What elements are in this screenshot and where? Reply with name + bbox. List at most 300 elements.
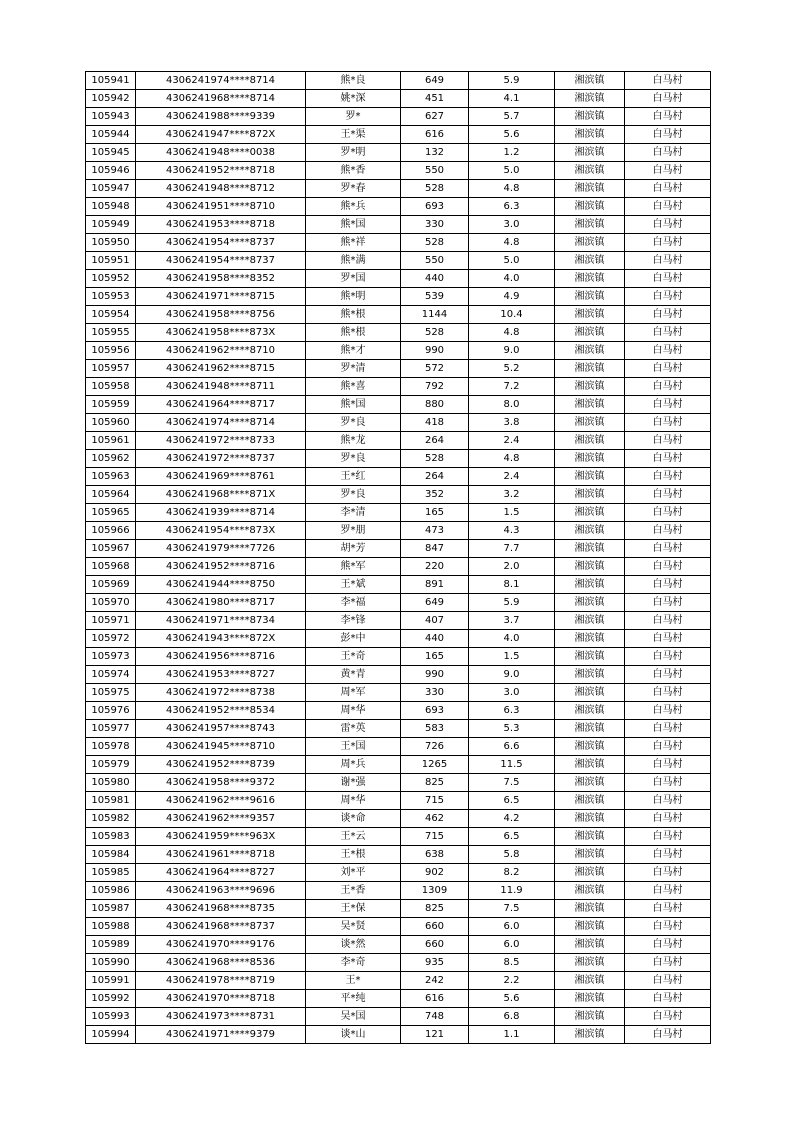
cell-id-number-masked: 4306241973****8731 — [136, 1008, 306, 1026]
table-row — [86, 738, 711, 756]
cell-amount: 660 — [401, 918, 469, 936]
cell-rate: 5.6 — [469, 126, 555, 144]
cell-id-number-masked: 4306241962****8710 — [136, 342, 306, 360]
cell-village: 白马村 — [625, 558, 711, 576]
cell-village: 白马村 — [625, 864, 711, 882]
cell-village: 白马村 — [625, 306, 711, 324]
cell-amount: 407 — [401, 612, 469, 630]
cell-id-number-masked: 4306241948****8711 — [136, 378, 306, 396]
cell-name: 黄*青 — [306, 666, 401, 684]
cell-village: 白马村 — [625, 612, 711, 630]
cell-sequence-number: 105957 — [86, 360, 136, 378]
cell-amount: 715 — [401, 828, 469, 846]
cell-id-number-masked: 4306241968****8737 — [136, 918, 306, 936]
cell-amount: 264 — [401, 432, 469, 450]
cell-sequence-number: 105954 — [86, 306, 136, 324]
cell-town: 湘滨镇 — [555, 126, 625, 144]
cell-village: 白马村 — [625, 162, 711, 180]
cell-town: 湘滨镇 — [555, 594, 625, 612]
cell-name: 吴*贤 — [306, 918, 401, 936]
table-row — [86, 162, 711, 180]
cell-town: 湘滨镇 — [555, 630, 625, 648]
cell-id-number-masked: 4306241968****8735 — [136, 900, 306, 918]
cell-town: 湘滨镇 — [555, 432, 625, 450]
cell-id-number-masked: 4306241962****9616 — [136, 792, 306, 810]
cell-town: 湘滨镇 — [555, 846, 625, 864]
cell-town: 湘滨镇 — [555, 522, 625, 540]
cell-name: 刘*平 — [306, 864, 401, 882]
cell-name: 王*香 — [306, 882, 401, 900]
cell-name: 谈*然 — [306, 936, 401, 954]
cell-sequence-number: 105984 — [86, 846, 136, 864]
cell-amount: 132 — [401, 144, 469, 162]
cell-sequence-number: 105985 — [86, 864, 136, 882]
cell-rate: 8.1 — [469, 576, 555, 594]
cell-id-number-masked: 4306241968****8536 — [136, 954, 306, 972]
cell-rate: 1.2 — [469, 144, 555, 162]
cell-sequence-number: 105944 — [86, 126, 136, 144]
cell-name: 王*红 — [306, 468, 401, 486]
cell-id-number-masked: 4306241963****9696 — [136, 882, 306, 900]
table-row — [86, 270, 711, 288]
cell-amount: 1309 — [401, 882, 469, 900]
cell-amount: 550 — [401, 252, 469, 270]
cell-town: 湘滨镇 — [555, 720, 625, 738]
cell-town: 湘滨镇 — [555, 72, 625, 90]
cell-id-number-masked: 4306241988****9339 — [136, 108, 306, 126]
table-row — [86, 810, 711, 828]
cell-id-number-masked: 4306241972****8738 — [136, 684, 306, 702]
cell-amount: 693 — [401, 198, 469, 216]
table-row — [86, 702, 711, 720]
cell-name: 王*保 — [306, 900, 401, 918]
records-table — [85, 71, 711, 1044]
cell-town: 湘滨镇 — [555, 504, 625, 522]
cell-amount: 165 — [401, 648, 469, 666]
cell-amount: 528 — [401, 450, 469, 468]
cell-rate: 4.9 — [469, 288, 555, 306]
cell-town: 湘滨镇 — [555, 108, 625, 126]
table-row — [86, 666, 711, 684]
cell-amount: 990 — [401, 666, 469, 684]
table-row — [86, 342, 711, 360]
cell-name: 熊*满 — [306, 252, 401, 270]
table-row — [86, 1008, 711, 1026]
cell-sequence-number: 105962 — [86, 450, 136, 468]
cell-rate: 6.5 — [469, 828, 555, 846]
cell-rate: 6.0 — [469, 936, 555, 954]
cell-sequence-number: 105945 — [86, 144, 136, 162]
table-row — [86, 234, 711, 252]
cell-id-number-masked: 4306241961****8718 — [136, 846, 306, 864]
table-row — [86, 864, 711, 882]
cell-rate: 5.6 — [469, 990, 555, 1008]
cell-sequence-number: 105952 — [86, 270, 136, 288]
cell-sequence-number: 105942 — [86, 90, 136, 108]
cell-town: 湘滨镇 — [555, 936, 625, 954]
cell-amount: 748 — [401, 1008, 469, 1026]
cell-village: 白马村 — [625, 324, 711, 342]
cell-rate: 4.8 — [469, 180, 555, 198]
cell-sequence-number: 105941 — [86, 72, 136, 90]
cell-id-number-masked: 4306241968****871X — [136, 486, 306, 504]
table-row — [86, 486, 711, 504]
cell-rate: 8.5 — [469, 954, 555, 972]
cell-village: 白马村 — [625, 504, 711, 522]
cell-id-number-masked: 4306241948****0038 — [136, 144, 306, 162]
cell-sequence-number: 105988 — [86, 918, 136, 936]
cell-id-number-masked: 4306241953****8718 — [136, 216, 306, 234]
table-row — [86, 540, 711, 558]
cell-sequence-number: 105943 — [86, 108, 136, 126]
cell-sequence-number: 105964 — [86, 486, 136, 504]
cell-sequence-number: 105979 — [86, 756, 136, 774]
cell-amount: 473 — [401, 522, 469, 540]
cell-id-number-masked: 4306241958****8756 — [136, 306, 306, 324]
table-row — [86, 180, 711, 198]
cell-id-number-masked: 4306241944****8750 — [136, 576, 306, 594]
cell-rate: 3.0 — [469, 684, 555, 702]
cell-town: 湘滨镇 — [555, 378, 625, 396]
cell-name: 周*军 — [306, 684, 401, 702]
cell-town: 湘滨镇 — [555, 558, 625, 576]
table-row — [86, 1026, 711, 1044]
cell-town: 湘滨镇 — [555, 414, 625, 432]
cell-amount: 165 — [401, 504, 469, 522]
cell-town: 湘滨镇 — [555, 810, 625, 828]
cell-name: 罗*良 — [306, 414, 401, 432]
table-row — [86, 414, 711, 432]
cell-rate: 2.0 — [469, 558, 555, 576]
cell-id-number-masked: 4306241958****9372 — [136, 774, 306, 792]
table-row — [86, 612, 711, 630]
cell-village: 白马村 — [625, 234, 711, 252]
cell-amount: 726 — [401, 738, 469, 756]
cell-rate: 4.8 — [469, 324, 555, 342]
table-row — [86, 576, 711, 594]
cell-name: 罗*良 — [306, 450, 401, 468]
table-row — [86, 846, 711, 864]
cell-id-number-masked: 4306241952****8718 — [136, 162, 306, 180]
cell-name: 熊*明 — [306, 288, 401, 306]
cell-village: 白马村 — [625, 666, 711, 684]
cell-sequence-number: 105971 — [86, 612, 136, 630]
cell-village: 白马村 — [625, 594, 711, 612]
cell-amount: 1265 — [401, 756, 469, 774]
cell-town: 湘滨镇 — [555, 882, 625, 900]
cell-town: 湘滨镇 — [555, 270, 625, 288]
cell-id-number-masked: 4306241980****8717 — [136, 594, 306, 612]
table-row — [86, 558, 711, 576]
cell-rate: 5.7 — [469, 108, 555, 126]
cell-village: 白马村 — [625, 882, 711, 900]
cell-village: 白马村 — [625, 414, 711, 432]
cell-sequence-number: 105977 — [86, 720, 136, 738]
cell-village: 白马村 — [625, 108, 711, 126]
cell-amount: 1144 — [401, 306, 469, 324]
cell-sequence-number: 105969 — [86, 576, 136, 594]
cell-id-number-masked: 4306241954****8737 — [136, 234, 306, 252]
cell-village: 白马村 — [625, 540, 711, 558]
cell-id-number-masked: 4306241958****8352 — [136, 270, 306, 288]
cell-village: 白马村 — [625, 432, 711, 450]
cell-amount: 440 — [401, 630, 469, 648]
cell-village: 白马村 — [625, 396, 711, 414]
cell-amount: 880 — [401, 396, 469, 414]
cell-sequence-number: 105975 — [86, 684, 136, 702]
cell-village: 白马村 — [625, 486, 711, 504]
cell-name: 罗*明 — [306, 144, 401, 162]
cell-town: 湘滨镇 — [555, 990, 625, 1008]
cell-town: 湘滨镇 — [555, 756, 625, 774]
cell-id-number-masked: 4306241968****8714 — [136, 90, 306, 108]
cell-sequence-number: 105982 — [86, 810, 136, 828]
table-row — [86, 306, 711, 324]
cell-id-number-masked: 4306241939****8714 — [136, 504, 306, 522]
cell-rate: 4.3 — [469, 522, 555, 540]
cell-sequence-number: 105950 — [86, 234, 136, 252]
cell-rate: 10.4 — [469, 306, 555, 324]
cell-village: 白马村 — [625, 1008, 711, 1026]
cell-town: 湘滨镇 — [555, 954, 625, 972]
cell-id-number-masked: 4306241971****9379 — [136, 1026, 306, 1044]
cell-rate: 1.5 — [469, 504, 555, 522]
cell-village: 白马村 — [625, 702, 711, 720]
table-row — [86, 882, 711, 900]
table-row — [86, 630, 711, 648]
cell-town: 湘滨镇 — [555, 396, 625, 414]
cell-sequence-number: 105955 — [86, 324, 136, 342]
cell-sequence-number: 105946 — [86, 162, 136, 180]
cell-village: 白马村 — [625, 738, 711, 756]
cell-amount: 990 — [401, 342, 469, 360]
table-row — [86, 90, 711, 108]
cell-id-number-masked: 4306241948****8712 — [136, 180, 306, 198]
cell-village: 白马村 — [625, 252, 711, 270]
cell-sequence-number: 105972 — [86, 630, 136, 648]
cell-amount: 242 — [401, 972, 469, 990]
cell-village: 白马村 — [625, 72, 711, 90]
cell-name: 谈*命 — [306, 810, 401, 828]
cell-village: 白马村 — [625, 216, 711, 234]
cell-sequence-number: 105963 — [86, 468, 136, 486]
cell-village: 白马村 — [625, 846, 711, 864]
table-row — [86, 936, 711, 954]
cell-id-number-masked: 4306241945****8710 — [136, 738, 306, 756]
cell-name: 罗*良 — [306, 486, 401, 504]
table-row — [86, 774, 711, 792]
cell-name: 谢*强 — [306, 774, 401, 792]
cell-rate: 6.6 — [469, 738, 555, 756]
cell-village: 白马村 — [625, 576, 711, 594]
cell-id-number-masked: 4306241952****8716 — [136, 558, 306, 576]
cell-sequence-number: 105978 — [86, 738, 136, 756]
cell-rate: 2.2 — [469, 972, 555, 990]
table-row — [86, 648, 711, 666]
cell-rate: 5.3 — [469, 720, 555, 738]
cell-id-number-masked: 4306241979****7726 — [136, 540, 306, 558]
cell-sequence-number: 105949 — [86, 216, 136, 234]
cell-rate: 5.9 — [469, 72, 555, 90]
cell-amount: 451 — [401, 90, 469, 108]
cell-village: 白马村 — [625, 990, 711, 1008]
cell-sequence-number: 105958 — [86, 378, 136, 396]
cell-amount: 935 — [401, 954, 469, 972]
cell-name: 熊*龙 — [306, 432, 401, 450]
cell-id-number-masked: 4306241943****872X — [136, 630, 306, 648]
cell-rate: 4.8 — [469, 450, 555, 468]
cell-town: 湘滨镇 — [555, 612, 625, 630]
cell-amount: 847 — [401, 540, 469, 558]
cell-amount: 825 — [401, 900, 469, 918]
cell-id-number-masked: 4306241978****8719 — [136, 972, 306, 990]
cell-village: 白马村 — [625, 126, 711, 144]
cell-id-number-masked: 4306241974****8714 — [136, 72, 306, 90]
cell-sequence-number: 105956 — [86, 342, 136, 360]
cell-town: 湘滨镇 — [555, 576, 625, 594]
cell-amount: 550 — [401, 162, 469, 180]
table-row — [86, 684, 711, 702]
cell-name: 罗* — [306, 108, 401, 126]
cell-amount: 627 — [401, 108, 469, 126]
cell-sequence-number: 105994 — [86, 1026, 136, 1044]
cell-id-number-masked: 4306241974****8714 — [136, 414, 306, 432]
cell-sequence-number: 105951 — [86, 252, 136, 270]
cell-village: 白马村 — [625, 954, 711, 972]
cell-name: 王*国 — [306, 738, 401, 756]
table-row — [86, 108, 711, 126]
cell-name: 姚*深 — [306, 90, 401, 108]
cell-id-number-masked: 4306241964****8717 — [136, 396, 306, 414]
cell-town: 湘滨镇 — [555, 666, 625, 684]
cell-amount: 715 — [401, 792, 469, 810]
cell-amount: 693 — [401, 702, 469, 720]
cell-name: 熊*香 — [306, 162, 401, 180]
cell-name: 王*斌 — [306, 576, 401, 594]
cell-id-number-masked: 4306241958****873X — [136, 324, 306, 342]
cell-sequence-number: 105989 — [86, 936, 136, 954]
cell-name: 罗*清 — [306, 360, 401, 378]
cell-town: 湘滨镇 — [555, 792, 625, 810]
cell-town: 湘滨镇 — [555, 702, 625, 720]
cell-amount: 528 — [401, 234, 469, 252]
cell-name: 彭*中 — [306, 630, 401, 648]
cell-sequence-number: 105948 — [86, 198, 136, 216]
cell-rate: 5.0 — [469, 162, 555, 180]
cell-town: 湘滨镇 — [555, 648, 625, 666]
cell-rate: 5.0 — [469, 252, 555, 270]
cell-town: 湘滨镇 — [555, 540, 625, 558]
cell-name: 李*锋 — [306, 612, 401, 630]
cell-id-number-masked: 4306241962****8715 — [136, 360, 306, 378]
table-row — [86, 594, 711, 612]
cell-rate: 1.5 — [469, 648, 555, 666]
cell-id-number-masked: 4306241971****8734 — [136, 612, 306, 630]
cell-amount: 528 — [401, 180, 469, 198]
table-row — [86, 72, 711, 90]
cell-village: 白马村 — [625, 144, 711, 162]
cell-town: 湘滨镇 — [555, 828, 625, 846]
cell-name: 李*福 — [306, 594, 401, 612]
cell-amount: 902 — [401, 864, 469, 882]
cell-rate: 2.4 — [469, 468, 555, 486]
cell-id-number-masked: 4306241972****8737 — [136, 450, 306, 468]
cell-village: 白马村 — [625, 360, 711, 378]
cell-id-number-masked: 4306241952****8739 — [136, 756, 306, 774]
cell-name: 熊*喜 — [306, 378, 401, 396]
cell-name: 熊*祥 — [306, 234, 401, 252]
table-row — [86, 504, 711, 522]
cell-name: 王* — [306, 972, 401, 990]
cell-rate: 11.9 — [469, 882, 555, 900]
cell-name: 王*云 — [306, 828, 401, 846]
table-row — [86, 522, 711, 540]
cell-town: 湘滨镇 — [555, 198, 625, 216]
cell-rate: 9.0 — [469, 666, 555, 684]
cell-amount: 264 — [401, 468, 469, 486]
cell-town: 湘滨镇 — [555, 864, 625, 882]
cell-amount: 616 — [401, 126, 469, 144]
table-row — [86, 972, 711, 990]
cell-rate: 2.4 — [469, 432, 555, 450]
cell-town: 湘滨镇 — [555, 486, 625, 504]
cell-name: 周*兵 — [306, 756, 401, 774]
table-row — [86, 378, 711, 396]
cell-village: 白马村 — [625, 522, 711, 540]
cell-amount: 352 — [401, 486, 469, 504]
cell-town: 湘滨镇 — [555, 360, 625, 378]
cell-village: 白马村 — [625, 936, 711, 954]
cell-id-number-masked: 4306241964****8727 — [136, 864, 306, 882]
cell-sequence-number: 105960 — [86, 414, 136, 432]
cell-rate: 3.2 — [469, 486, 555, 504]
cell-name: 熊*兵 — [306, 198, 401, 216]
cell-village: 白马村 — [625, 828, 711, 846]
cell-name: 王*奇 — [306, 648, 401, 666]
cell-id-number-masked: 4306241952****8534 — [136, 702, 306, 720]
cell-amount: 649 — [401, 594, 469, 612]
cell-id-number-masked: 4306241951****8710 — [136, 198, 306, 216]
cell-village: 白马村 — [625, 450, 711, 468]
cell-sequence-number: 105965 — [86, 504, 136, 522]
cell-amount: 440 — [401, 270, 469, 288]
cell-name: 熊*国 — [306, 396, 401, 414]
cell-town: 湘滨镇 — [555, 342, 625, 360]
cell-rate: 11.5 — [469, 756, 555, 774]
cell-amount: 891 — [401, 576, 469, 594]
cell-rate: 4.2 — [469, 810, 555, 828]
cell-id-number-masked: 4306241953****8727 — [136, 666, 306, 684]
cell-amount: 792 — [401, 378, 469, 396]
cell-name: 李*清 — [306, 504, 401, 522]
cell-town: 湘滨镇 — [555, 288, 625, 306]
table-row — [86, 990, 711, 1008]
cell-id-number-masked: 4306241954****873X — [136, 522, 306, 540]
table-row — [86, 252, 711, 270]
records-table-body — [86, 72, 711, 1044]
cell-rate: 3.8 — [469, 414, 555, 432]
cell-name: 王*渠 — [306, 126, 401, 144]
table-row — [86, 432, 711, 450]
cell-town: 湘滨镇 — [555, 468, 625, 486]
cell-village: 白马村 — [625, 378, 711, 396]
cell-amount: 462 — [401, 810, 469, 828]
cell-town: 湘滨镇 — [555, 180, 625, 198]
cell-town: 湘滨镇 — [555, 234, 625, 252]
cell-name: 平*纯 — [306, 990, 401, 1008]
cell-sequence-number: 105947 — [86, 180, 136, 198]
cell-name: 谈*山 — [306, 1026, 401, 1044]
